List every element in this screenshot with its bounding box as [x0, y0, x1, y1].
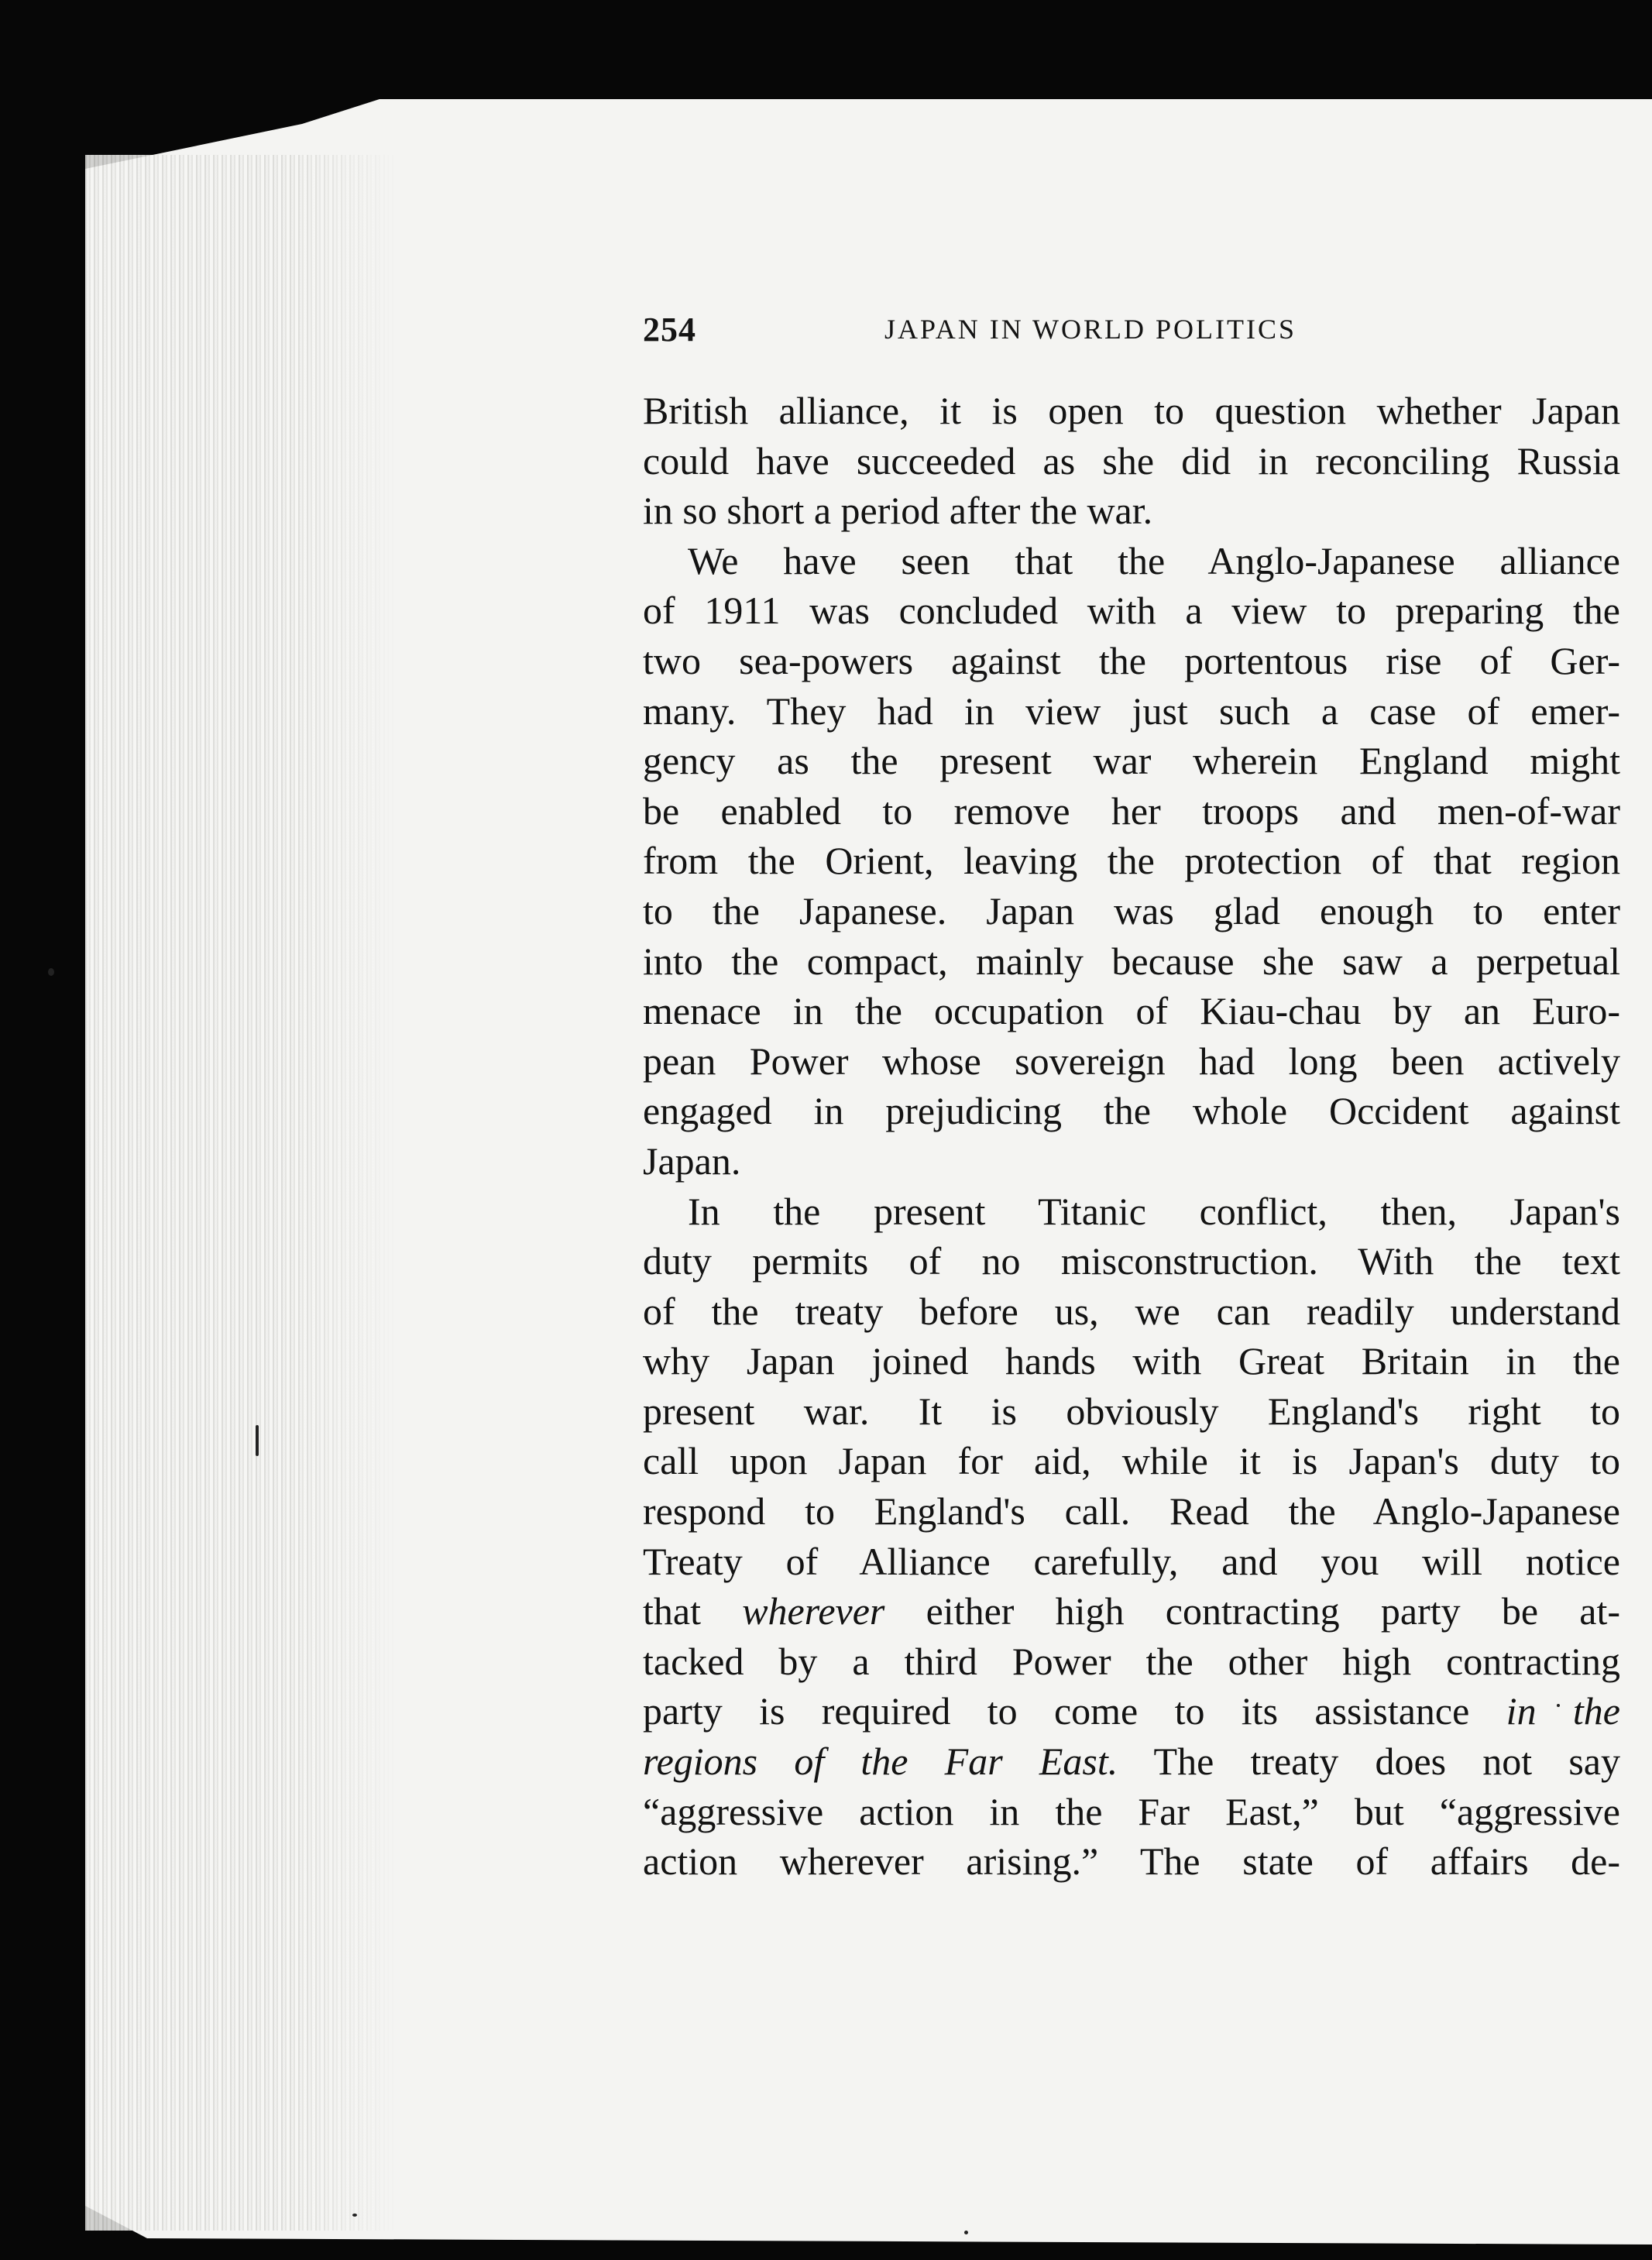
text-line: many. They had in view just such a case of emer-	[643, 689, 1620, 733]
text-line: duty permits of no misconstruction. With the text	[643, 1239, 1620, 1283]
text-line: into the compact, mainly because she saw a perpetual	[643, 939, 1620, 983]
text-line: British alliance, it is open to question whether Japan	[643, 389, 1620, 432]
text-line: We have seen that the Anglo-Japanese alliance	[688, 538, 1620, 582]
text-line: to the Japanese. Japan was glad enough to enter	[643, 888, 1620, 933]
text-line: Treaty of Alliance carefully, and you will notice	[643, 1539, 1620, 1583]
italic-emphasis: wherever	[742, 1589, 885, 1633]
page-edges-fade	[294, 155, 403, 2231]
text-line	[643, 1736, 1620, 1787]
page-number: 254	[643, 311, 696, 349]
text-line: could have succeeded as she did in reconciling Russia	[643, 438, 1620, 483]
text-run: that	[643, 1589, 743, 1633]
text-line: in so short a period after the war.	[643, 489, 1153, 533]
running-title: JAPAN IN WORLD POLITICS	[884, 314, 1297, 345]
text-line: from the Orient, leaving the protection of that region	[643, 839, 1620, 883]
text-line: menace in the occupation of Kiau-chau by an Euro-	[643, 989, 1620, 1033]
text-line: two sea-powers against the portentous rise of Ger-	[643, 638, 1620, 682]
text-line: why Japan joined hands with Great Britain in the	[643, 1339, 1620, 1383]
text-run: party is required to come to its assistance	[643, 1689, 1506, 1733]
text-line: be enabled to remove her troops and men-of-war	[643, 788, 1620, 833]
text-line: pean Power whose sovereign had long been actively	[643, 1039, 1620, 1083]
text-line: of the treaty before us, we can readily understand	[643, 1289, 1620, 1333]
text-line: gency as the present war wherein England might	[643, 739, 1620, 783]
paragraph	[643, 1187, 1620, 1887]
text-line: engaged in prejudicing the whole Occident against	[643, 1089, 1620, 1133]
text-run: The treaty does not say	[1118, 1740, 1621, 1784]
text-line	[643, 1686, 1620, 1736]
paragraph	[643, 386, 1620, 536]
text-line: tacked by a third Power the other high contracting	[643, 1639, 1620, 1683]
text-line: present war. It is obviously England's right to	[643, 1389, 1620, 1433]
text-line: Japan.	[643, 1139, 741, 1183]
text-line: respond to England's call. Read the Anglo-Japanese	[643, 1489, 1620, 1534]
text-line: “aggressive action in the Far East,” but “aggressive	[643, 1789, 1620, 1833]
italic-emphasis: regions of the Far East.	[643, 1740, 1118, 1784]
text-line: call upon Japan for aid, while it is Japan's duty to	[643, 1439, 1620, 1483]
text-line: action wherever arising.” The state of affairs de-	[643, 1839, 1620, 1884]
paragraph	[643, 536, 1620, 1187]
text-line	[643, 1586, 1620, 1637]
text-line: In the present Titanic conflict, then, Japan's	[688, 1189, 1620, 1233]
running-head	[643, 310, 1611, 356]
italic-emphasis: in the	[1506, 1689, 1620, 1733]
body-text	[643, 386, 1620, 1887]
text-run: either high contracting party be at-	[884, 1589, 1620, 1633]
text-line: of 1911 was concluded with a view to preparing the	[643, 589, 1620, 633]
